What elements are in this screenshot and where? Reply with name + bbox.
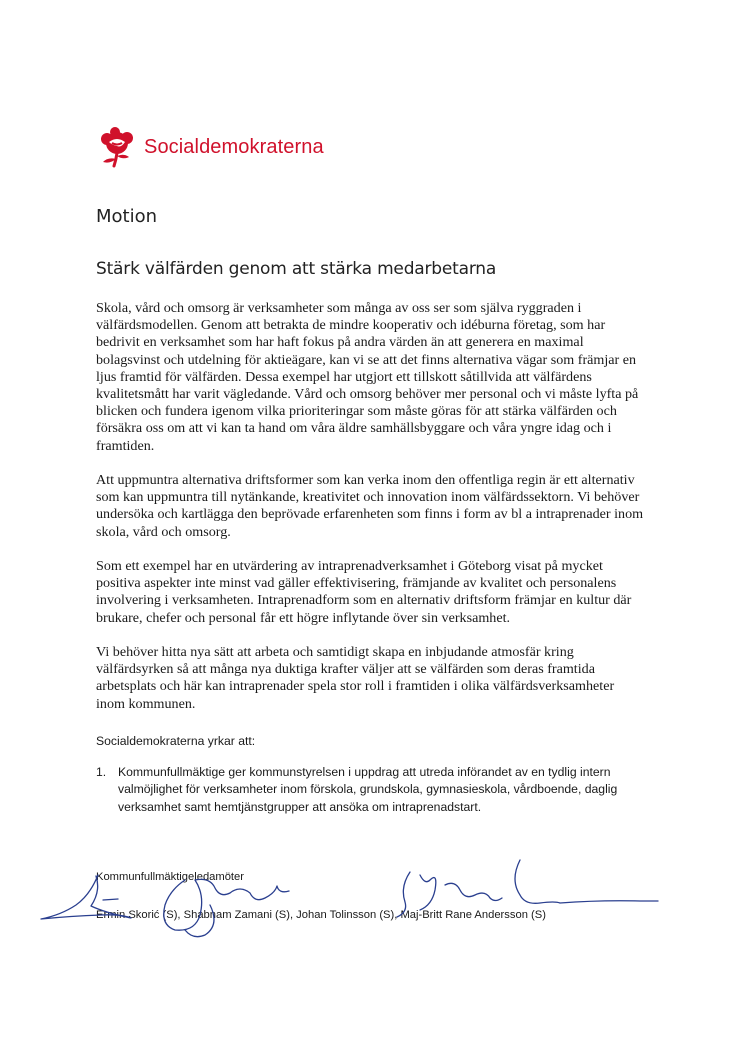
body-paragraph: Vi behöver hitta nya sätt att arbeta och samtidigt skapa en inbjudande atmosfär kring välfärdsyrken så att många nya duktiga krafter väljer att se välfärden som deras framtida arbetsplats och här kan intraprenader spela stor roll i framtiden i olika välfärdsverksamheter inom kommunen. xyxy=(96,644,615,712)
signature-1-dash xyxy=(103,899,118,900)
signature-2 xyxy=(164,879,289,936)
document-type-heading: Motion xyxy=(96,206,158,227)
signers-list: Ermin Skorić (S), Shabnam Zamani (S), Johan Tolinsson (S), Maj-Britt Rane Andersson (S) xyxy=(96,909,546,921)
demand-text: Kommunfullmäktige ger kommunstyrelsen i uppdrag att utreda införandet av en tydlig intern valmöjlighet för verksamheter inom förskola, grundskola, gymnasieskola, vårdboende, daglig verksamhet samt hemtjänstgrupper att ansöka om intraprenadstart. xyxy=(118,765,618,814)
body-paragraph: Skola, vård och omsorg är verksamheter som många av oss ser som själva ryggraden i välfärdsmodellen. Genom att betrakta de mindre kooperativ och idéburna företag, som har bedrivit en verksamhet som har haft fokus på andra värden än att generera en maximal bolagsvinst och utdelning för aktieägare, kan vi se att det finns alternativa vägar som främjar en ljus framtid för välfärden. Dessa exempel har utgjort ett tillskott såtillvida att välfärdens kvalitetsmått har varit vägledande. Vård och omsorg behöver mer personal och vi måste lyfta på blicken och fundera igenom vilka prioriteringar som måste göras för att stärka välfärden och försäkra oss om att vi kan ta hand om våra äldre samhällsbyggare och våra yngre idag och i framtiden. xyxy=(96,300,639,454)
demands-heading: Socialdemokraterna yrkar att: xyxy=(96,734,256,748)
party-logo xyxy=(95,125,324,169)
signature-label: Kommunfullmäktigeledamöter xyxy=(96,871,244,883)
body-paragraph: Att uppmuntra alternativa driftsformer som kan verka inom den offentliga regin är ett alternativ som kan uppmuntra till nytänkande, kreativitet och innovation inom välfärdssektorn. Vi behöver undersöka och kartlägga den beprövade erfarenheten som finns i form av bl a intraprenader inom skola, vård och omsorg. xyxy=(96,472,644,540)
party-name: Socialdemokraterna xyxy=(144,135,324,158)
body-paragraph: Som ett exempel har en utvärdering av intraprenadverksamhet i Göteborg visat på mycket positiva aspekter inte minst vad gäller effektivisering, främjande av kvalitet och personalens involvering i verksamheten. Intraprenadform som en alternativ driftsform främjar en kultur där brukare, chefer och personal får ett högre inflytande över sin verksamhet. xyxy=(96,558,632,626)
demand-item xyxy=(96,764,656,816)
motion-body xyxy=(96,300,646,730)
document-title: Stärk välfärden genom att stärka medarbetarna xyxy=(96,259,497,279)
rose-logo-icon xyxy=(95,125,139,169)
demand-number: 1. xyxy=(96,765,107,779)
